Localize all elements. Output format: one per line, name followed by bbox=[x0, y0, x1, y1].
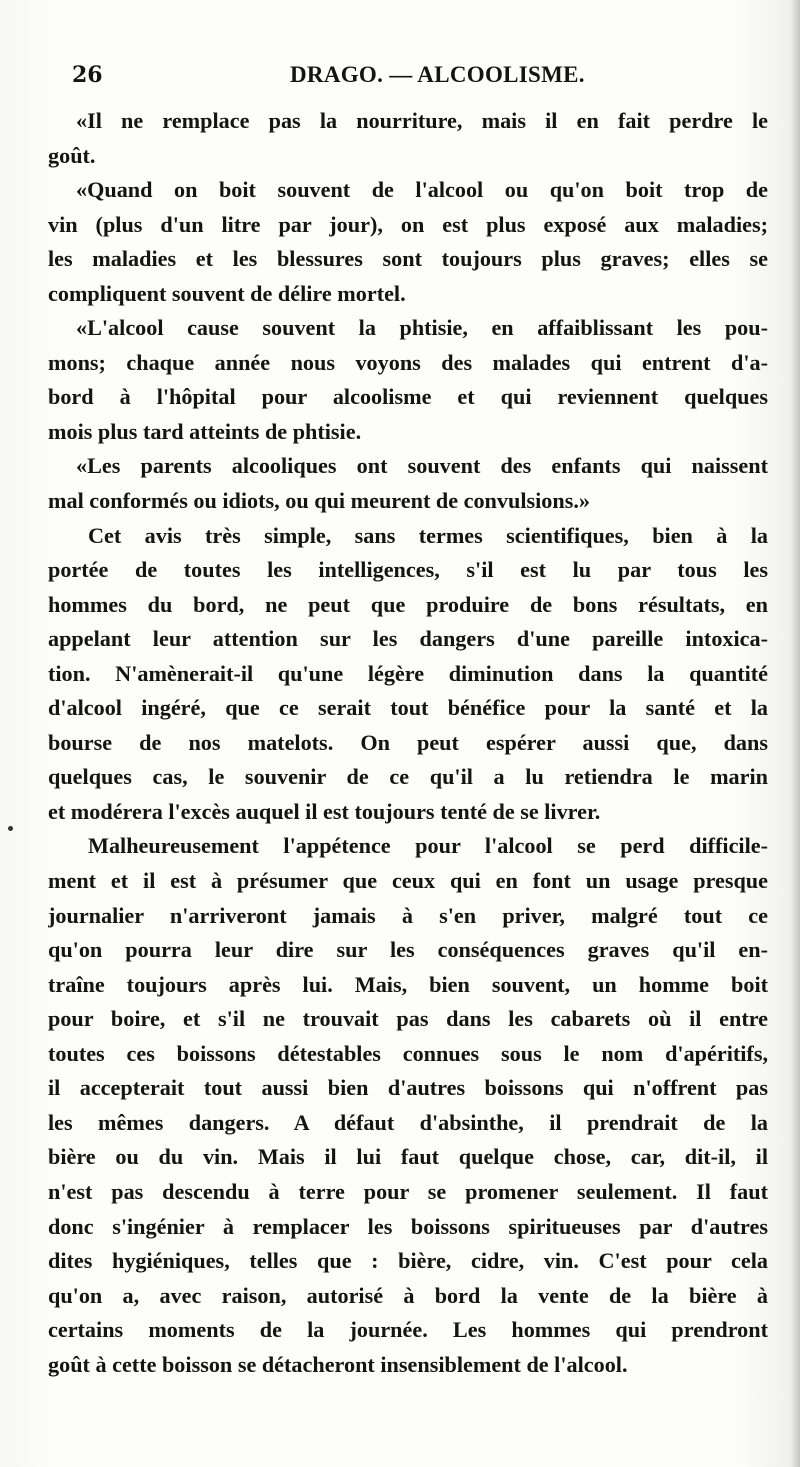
text-line: mal conformés ou idiots, ou qui meurent de convulsions.» bbox=[48, 488, 591, 514]
text-line: d'alcool ingéré, que ce serait tout bénéfice pour la santé et la bbox=[48, 695, 768, 721]
text-line: qu'on pourra leur dire sur les conséquences graves qu'il en- bbox=[48, 937, 768, 963]
page-number: 26 bbox=[72, 62, 103, 88]
text-line: journalier n'arriveront jamais à s'en priver, malgré tout ce bbox=[48, 902, 768, 928]
text-line: mois plus tard atteints de phtisie. bbox=[48, 418, 362, 444]
text-line: bord à l'hôpital pour alcoolisme et qui reviennent quelques bbox=[48, 384, 768, 410]
text-line: n'est pas descendu à terre pour se promener seulement. Il faut bbox=[48, 1178, 768, 1204]
text-line: Malheureusement l'appétence pour l'alcool se perd difficile- bbox=[88, 833, 768, 859]
text-line: il accepterait tout aussi bien d'autres boissons qui n'offrent pas bbox=[48, 1075, 768, 1101]
text-line: Cet avis très simple, sans termes scientifiques, bien à la bbox=[88, 522, 768, 548]
page-header bbox=[68, 62, 768, 96]
text-line: pour boire, et s'il ne trouvait pas dans les cabarets où il entre bbox=[48, 1006, 768, 1032]
text-line: donc s'ingénier à remplacer les boissons spiritueuses par d'autres bbox=[48, 1213, 768, 1239]
body-text bbox=[48, 104, 768, 1382]
text-line: certains moments de la journée. Les hommes qui prendront bbox=[48, 1317, 768, 1343]
text-line: «Il ne remplace pas la nourriture, mais il en fait perdre le bbox=[76, 108, 768, 133]
text-line: hommes du bord, ne peut que produire de bons résultats, en bbox=[48, 591, 768, 617]
text-line: vin (plus d'un litre par jour), on est plus exposé aux maladies; bbox=[48, 211, 768, 237]
text-line: mons; chaque année nous voyons des malades qui entrent d'a- bbox=[48, 349, 768, 375]
text-line: traîne toujours après lui. Mais, bien souvent, un homme boit bbox=[48, 971, 768, 997]
text-line: compliquent souvent de délire mortel. bbox=[48, 280, 406, 306]
text-line: appelant leur attention sur les dangers d'une pareille intoxica- bbox=[48, 626, 768, 652]
text-line: portée de toutes les intelligences, s'il est lu par tous les bbox=[48, 557, 768, 583]
text-line: quelques cas, le souvenir de ce qu'il a lu retiendra le marin bbox=[48, 764, 768, 790]
text-line: «Quand on boit souvent de l'alcool ou qu'on boit trop de bbox=[76, 177, 768, 203]
text-line: les maladies et les blessures sont toujours plus graves; elles se bbox=[48, 246, 768, 272]
text-line: bière ou du vin. Mais il lui faut quelque chose, car, dit-il, il bbox=[48, 1144, 768, 1170]
text-line: ment et il est à présumer que ceux qui en font un usage presque bbox=[48, 868, 768, 894]
page-edge-shadow bbox=[790, 0, 800, 1467]
text-line: «Les parents alcooliques ont souvent des enfants qui naissent bbox=[76, 453, 768, 479]
margin-speck bbox=[8, 826, 13, 831]
text-line: tion. N'amènerait-il qu'une légère diminution dans la quantité bbox=[48, 660, 768, 686]
text-line: qu'on a, avec raison, autorisé à bord la vente de la bière à bbox=[48, 1282, 768, 1308]
running-head: DRAGO. — ALCOOLISME. bbox=[290, 62, 585, 87]
text-line: dites hygiéniques, telles que : bière, cidre, vin. C'est pour cela bbox=[48, 1248, 768, 1274]
text-line: goût. bbox=[48, 142, 96, 168]
text-line: bourse de nos matelots. On peut espérer aussi que, dans bbox=[48, 729, 768, 755]
text-line: et modérera l'excès auquel il est toujours tenté de se livrer. bbox=[48, 798, 601, 824]
text-line: les mêmes dangers. A défaut d'absinthe, il prendrait de la bbox=[48, 1109, 768, 1135]
text-line: goût à cette boisson se détacheront insensiblement de l'alcool. bbox=[48, 1351, 628, 1377]
text-line: «L'alcool cause souvent la phtisie, en affaiblissant les pou- bbox=[76, 315, 768, 341]
text-line: toutes ces boissons détestables connues sous le nom d'apéritifs, bbox=[48, 1040, 768, 1066]
